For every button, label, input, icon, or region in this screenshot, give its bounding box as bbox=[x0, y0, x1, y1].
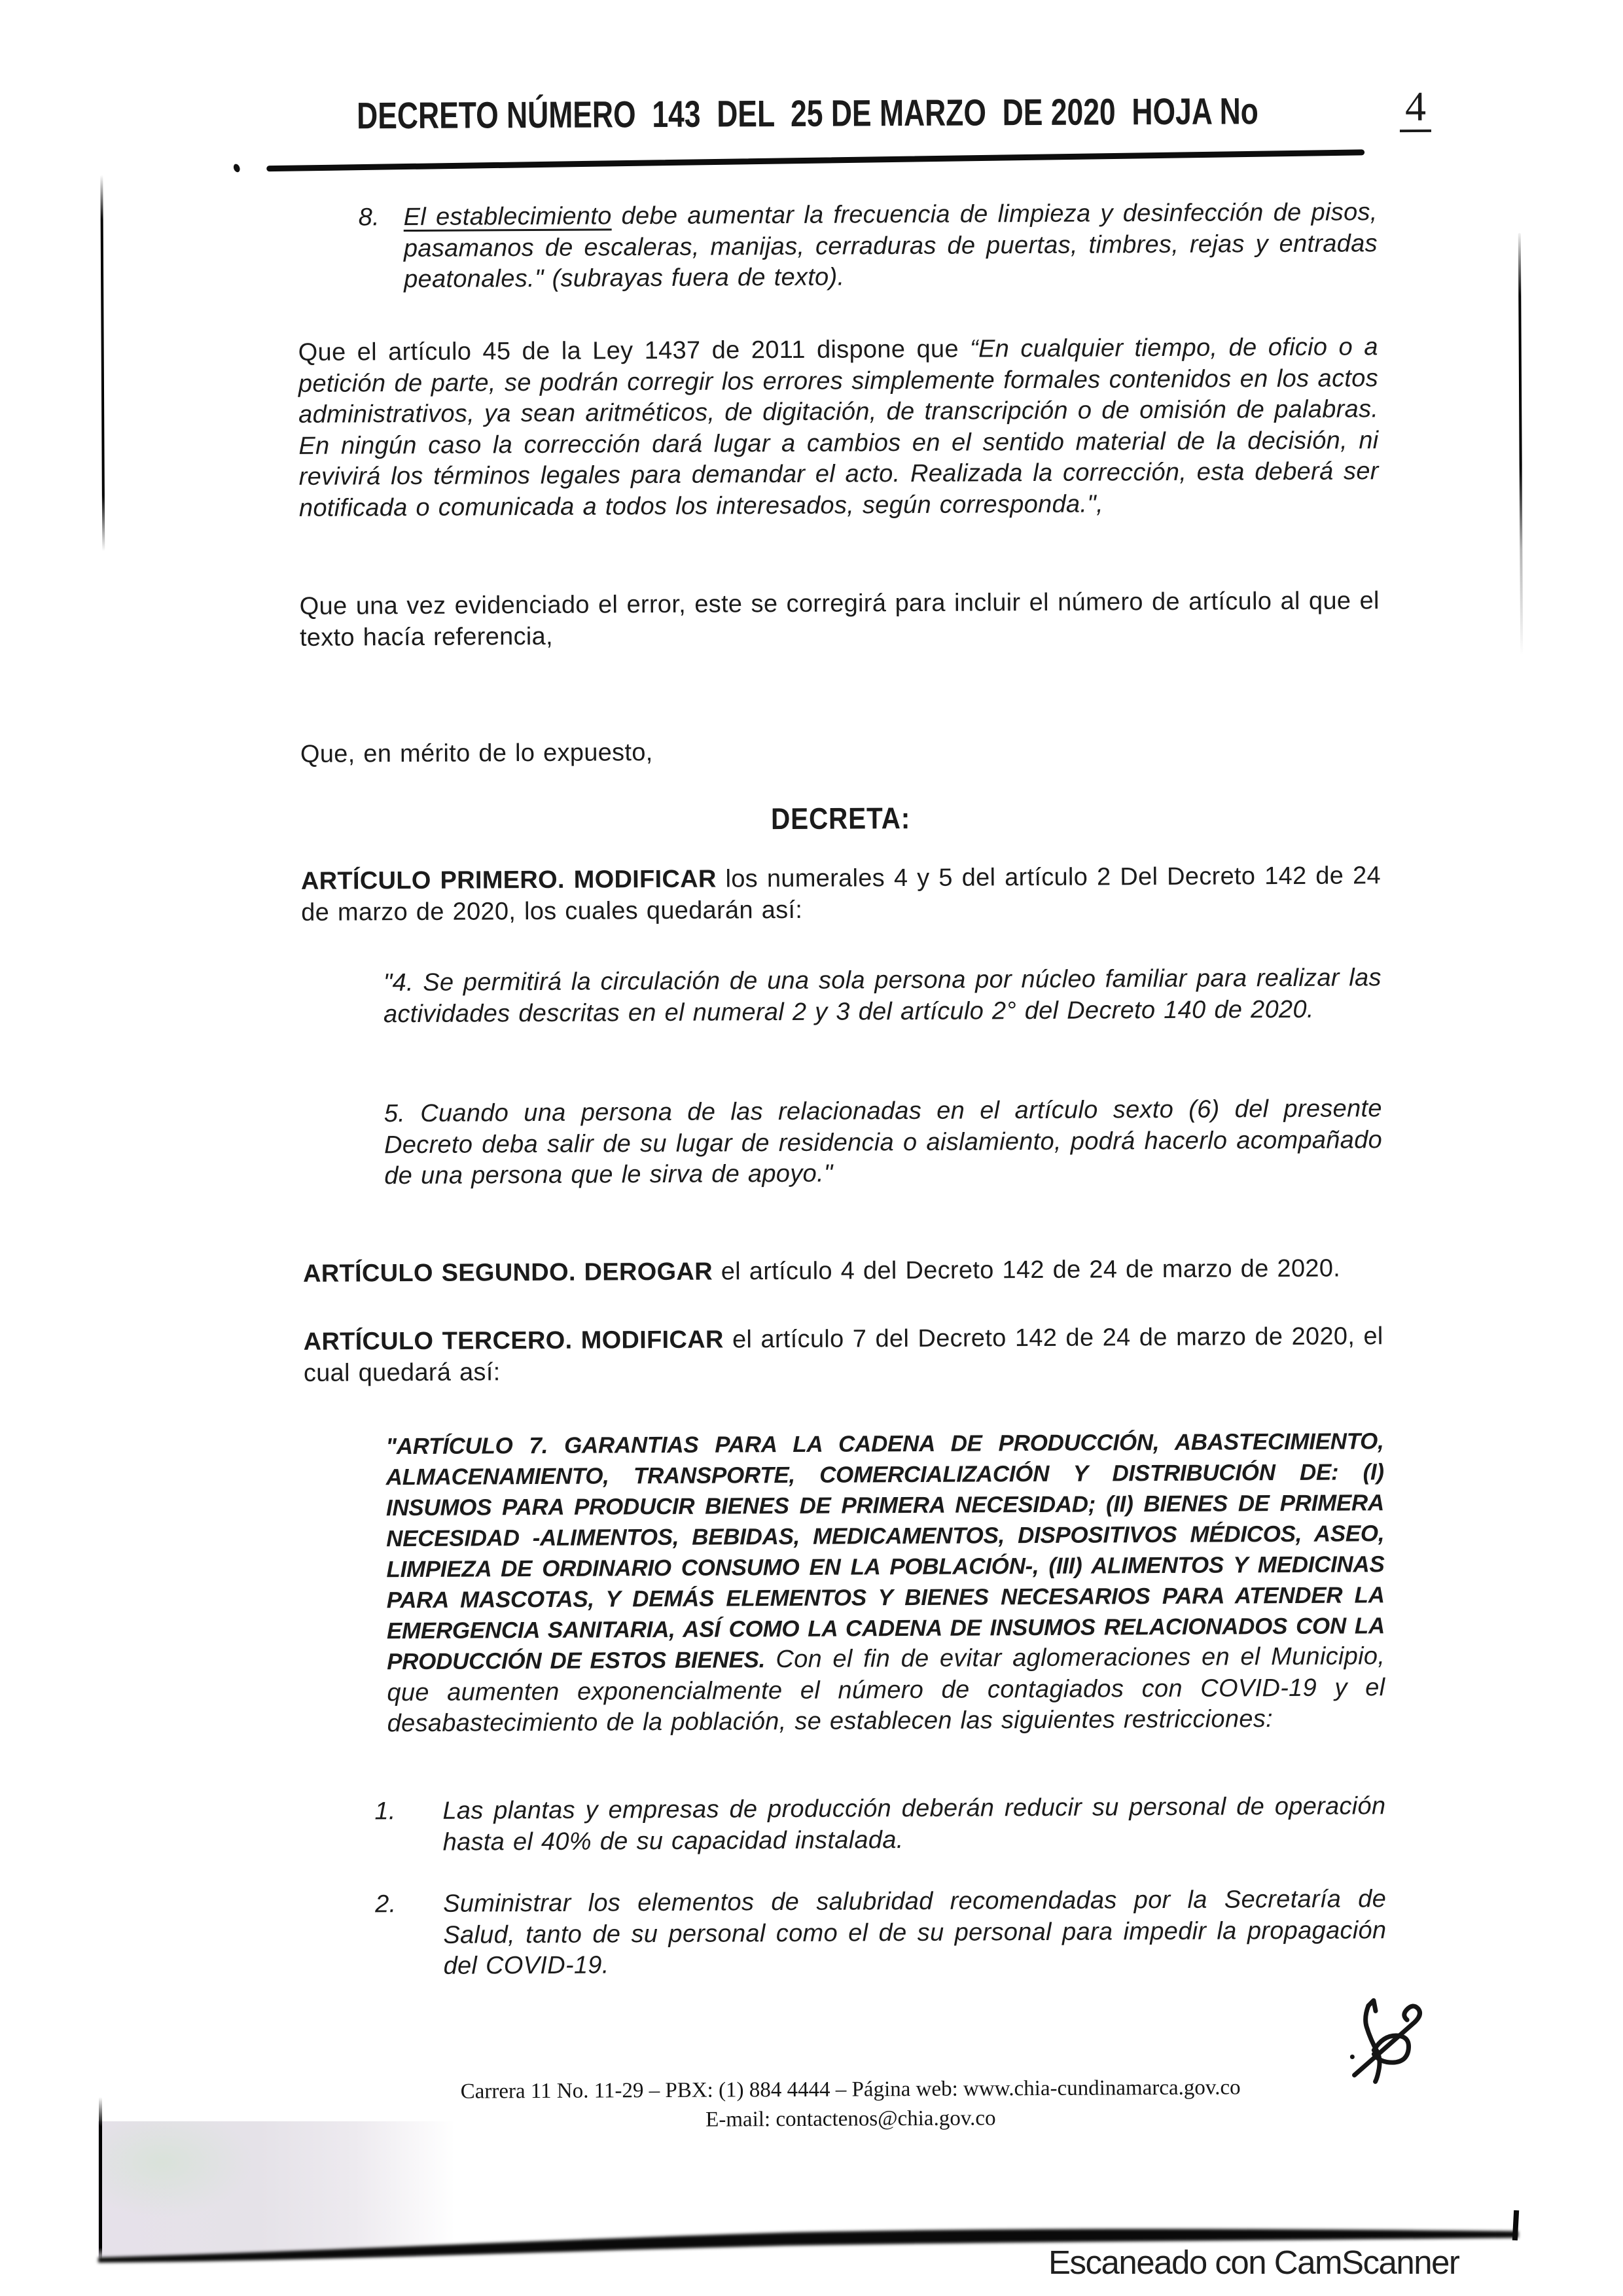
quote-numeral-4: "4. Se permitirá la circulación de una sola persona por núcleo familiar para realizar las actividades descritas en el numeral 2 y 3 del artículo 2° del Decreto 140 de 2020. bbox=[383, 964, 1382, 1028]
camscanner-watermark: Escaneado con CamScanner bbox=[1048, 2244, 1459, 2281]
articulo-segundo bbox=[303, 1253, 1383, 1290]
articulo-tercero bbox=[304, 1321, 1383, 1389]
articulo-segundo-lead: ARTÍCULO SEGUNDO. DEROGAR bbox=[302, 1258, 713, 1288]
articulo-primero bbox=[301, 860, 1381, 928]
articulo-7-quote bbox=[385, 1426, 1385, 1739]
list-item bbox=[374, 1791, 1385, 1858]
list-item-text: Las plantas y empresas de producción deberán reducir su personal de operación hasta el 40% de su capacidad instalada. bbox=[442, 1792, 1386, 1856]
decreta-heading bbox=[300, 798, 1380, 839]
articulo-primero-text: los numerales 4 y 5 del artículo 2 Del Decreto 142 de 24 de marzo de 2020, los cuales quedarán así: bbox=[301, 862, 1382, 927]
paragraph-intro: Que el artículo 45 de la Ley 1437 de 2011 dispone que bbox=[298, 335, 971, 366]
paragraph-error-correction: Que una vez evidenciado el error, este se corregirá para incluir el número de artículo al que el texto hacía referencia, bbox=[299, 587, 1380, 652]
paragraph-quote: “En cualquier tiempo, de oficio o a petición de parte, se podrán corregir los errores simplemente formales contenidos en los actos administrativos, ya sean aritméticos, de digitación, de transcripción o de omisión de palabras. En ningún caso la corrección dará lugar a cambios en el sentido material de la decisión, ni revivirá los términos legales para demandar el acto. Realizada la corrección, esta deberá ser notificada o comunicada a todos los interesados, según corresponda.", bbox=[298, 333, 1379, 522]
paragraph-ley-1437 bbox=[298, 332, 1379, 524]
page-header bbox=[281, 82, 1427, 138]
quote-numeral-5: 5. Cuando una persona de las relacionadas en el artículo sexto (6) del presente Decreto deba salir de su lugar de residencia o aislamiento, podrá hacerlo acompañado de una persona que le sirva de apoyo." bbox=[383, 1095, 1383, 1190]
paragraph-merito: Que, en mérito de lo expuesto, bbox=[300, 739, 653, 768]
articulo-primero-lead: ARTÍCULO PRIMERO. MODIFICAR bbox=[300, 865, 717, 895]
footer-address: Carrera 11 No. 11-29 – PBX: (1) 884 4444 – Página web: www.chia-cundinamarca.gov.co bbox=[460, 2075, 1241, 2104]
articulo-tercero-text: el artículo 7 del Decreto 142 de 24 de marzo de 2020, el cual quedará así: bbox=[303, 1322, 1383, 1387]
ink-speck bbox=[1350, 2055, 1355, 2059]
articulo-7-text: Con el fin de evitar aglomeraciones en el Municipio, que aumenten exponencialmente el número de contagiados con COVID-19 y el desabastecimiento de la población, se establecen las siguientes restricciones: bbox=[387, 1642, 1385, 1738]
header-rule bbox=[266, 149, 1364, 171]
scan-artifact-left-line bbox=[100, 175, 105, 551]
list-item-number: 2. bbox=[375, 1890, 397, 1918]
clause-text bbox=[404, 197, 1378, 295]
underlined-phrase: El establecimiento bbox=[403, 202, 612, 232]
articulo-tercero-lead: ARTÍCULO TERCERO. MODIFICAR bbox=[303, 1326, 724, 1356]
header-title: DECRETO NÚMERO 143 DEL 25 DE MARZO DE 2020 HOJA No bbox=[356, 90, 1258, 137]
footer-email: E-mail: contactenos@chia.gov.co bbox=[705, 2106, 996, 2132]
decreta-label: DECRETA: bbox=[770, 801, 911, 836]
clause-number: 8. bbox=[358, 203, 380, 232]
page-number: 4 bbox=[1400, 87, 1431, 132]
articulo-7-bold: "ARTÍCULO 7. GARANTIAS PARA LA CADENA DE PRODUCCIÓN, ABASTECIMIENTO, ALMACENAMIENTO, TRANSPORTE, COMERCIALIZACIÓN Y DISTRIBUCIÓN DE: (I) INSUMOS PARA PRODUCIR BIENES DE PRIMERA NECESIDAD; (II) BIENES DE PRIMERA NECESIDAD -ALIMENTOS, BEBIDAS, MEDICAMENTOS, DISPOSITIVOS MÉDICOS, ASEO, LIMPIEZA DE ORDINARIO CONSUMO EN LA POBLACIÓN-, (III) ALIMENTOS Y MEDICINAS PARA MASCOTAS, Y DEMÁS ELEMENTOS Y BIENES NECESARIOS PARA ATENDER LA EMERGENCIA SANITARIA, ASÍ COMO LA CADENA DE INSUMOS RELACIONADOS CON LA PRODUCCIÓN DE ESTOS BIENES. bbox=[385, 1428, 1385, 1675]
clause-item-8 bbox=[359, 197, 1378, 296]
clause-text-rest: debe aumentar la frecuencia de limpieza y desinfección de pisos, pasamanos de escaleras, manijas, cerraduras de puertas, timbres, rejas y entradas peatonales." (subrayas fuera de texto). bbox=[403, 198, 1378, 294]
scan-artifact-right-line bbox=[1518, 233, 1523, 655]
articulo-segundo-text: el artículo 4 del Decreto 142 de 24 de marzo de 2020. bbox=[712, 1254, 1341, 1286]
list-item bbox=[375, 1884, 1387, 1983]
list-item-number: 1. bbox=[374, 1797, 396, 1826]
scan-artifact-ink-dot bbox=[232, 163, 241, 173]
list-item-text: Suministrar los elementos de salubridad recomendadas por la Secretaría de Salud, tanto de su personal como el de su personal para impedir la propagación del COVID-19. bbox=[443, 1885, 1387, 1980]
footer-block bbox=[304, 2072, 1397, 2137]
